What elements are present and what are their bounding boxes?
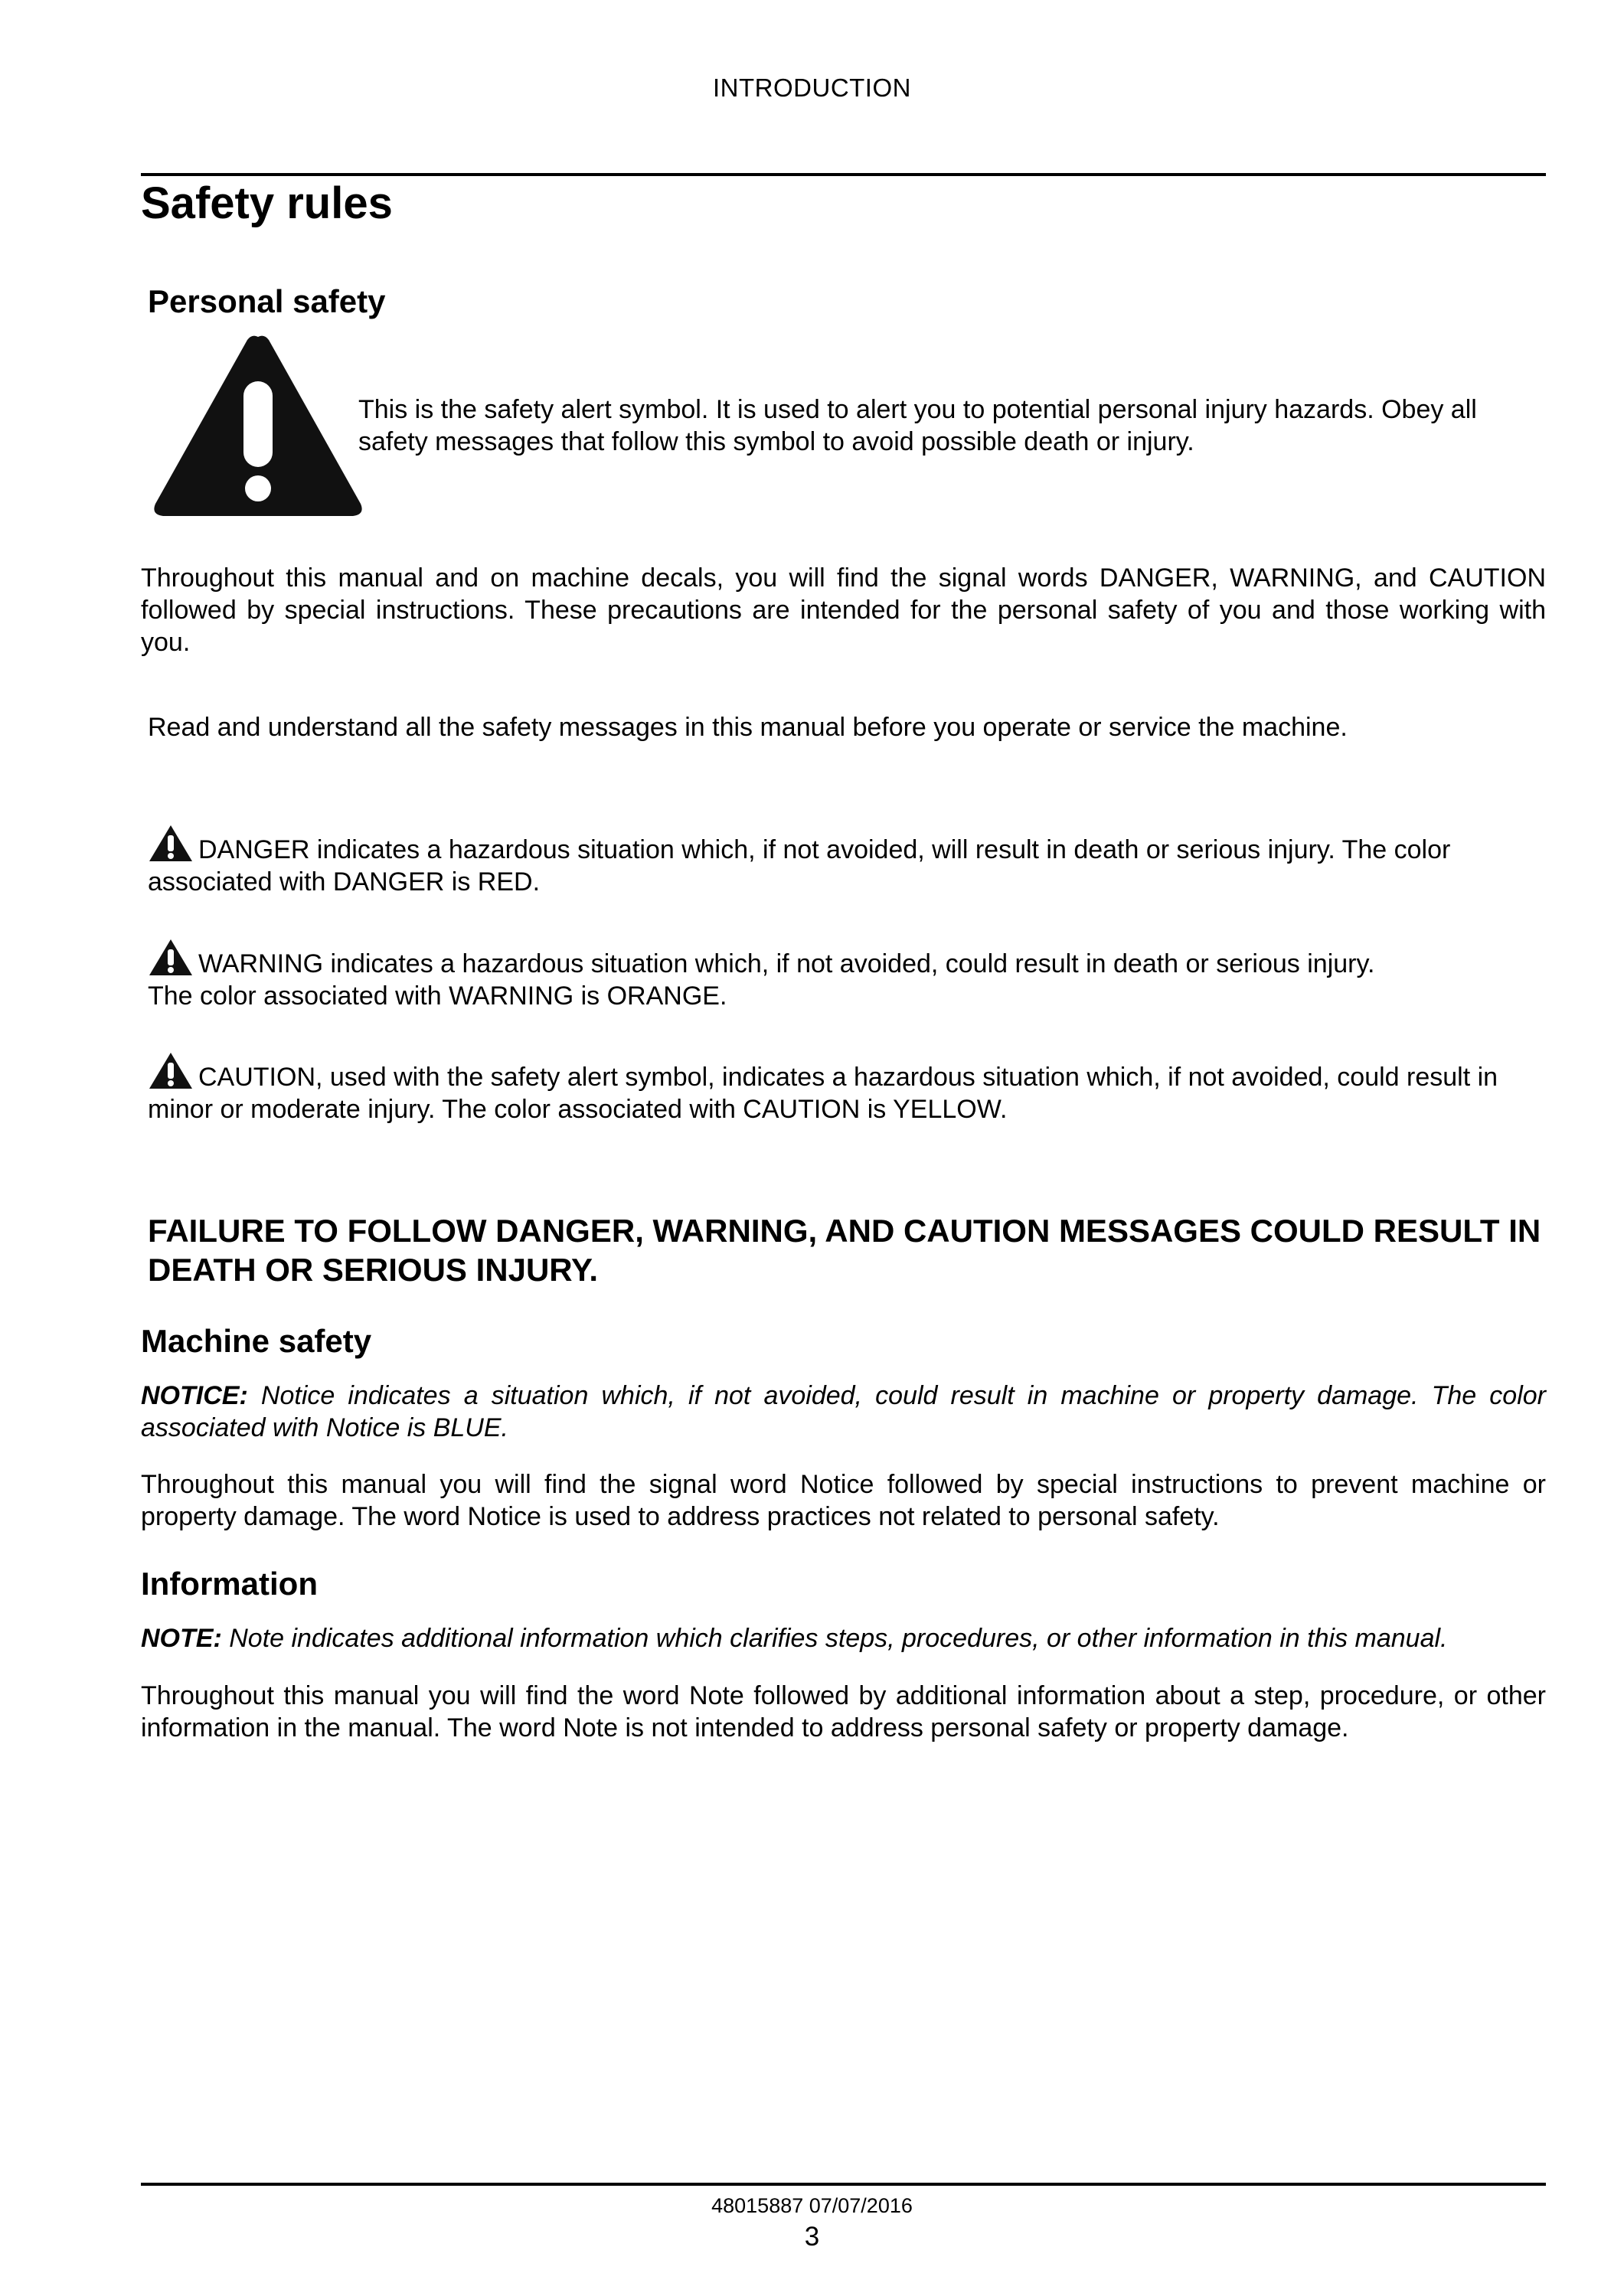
notice-text: Notice indicates a situation which, if not avoided, could result in machine or property damage. The color associated with Notice is BLUE. [141,1381,1546,1442]
information-heading: Information [141,1566,318,1602]
machine-safety-paragraph: Throughout this manual you will find the signal word Notice followed by special instructions to prevent machine or property damage. The word Notice is used to address practices not related to personal safety. [141,1470,1546,1531]
signal-words-paragraph: Throughout this manual and on machine decals, you will find the signal words DANGER, WARNING, and CAUTION followed by special instructions. These precautions are intended for the personal safety of you and those working with you. [141,563,1546,657]
read-understand-paragraph: Read and understand all the safety messages in this manual before you operate or service the machine. [148,713,1348,742]
warning-triangle-icon [148,1050,194,1090]
warning-text-line2: The color associated with WARNING is ORANGE. [148,981,727,1011]
warning-triangle-icon [148,823,194,863]
footer-rule [141,2183,1546,2186]
warning-text-line1: WARNING indicates a hazardous situation which, if not avoided, could result in death or serious injury. [198,949,1375,978]
safety-alert-icon [149,329,368,522]
information-paragraph: Throughout this manual you will find the word Note followed by additional information about a step, procedure, or other information in the manual. The word Note is not intended to address personal safety or property damage. [141,1681,1546,1742]
alert-symbol-text: This is the safety alert symbol. It is used to alert you to potential personal injury hazards. Obey all safety messages that follow this symbol to avoid possible death or injury. [358,395,1477,456]
header-rule [141,173,1546,176]
warning-triangle-icon [148,937,194,977]
machine-safety-heading: Machine safety [141,1323,372,1359]
caution-text: CAUTION, used with the safety alert symbol, indicates a hazardous situation which, if not avoided, could result in minor or moderate injury. The color associated with CAUTION is YELLOW. [148,1063,1498,1124]
running-head: INTRODUCTION [713,73,911,102]
note-paragraph [141,1622,1546,1654]
caution-paragraph [148,1050,1545,1125]
notice-paragraph [141,1380,1546,1444]
page-title: Safety rules [141,178,393,228]
page-number: 3 [804,2222,820,2252]
danger-paragraph [148,823,1545,898]
warning-paragraph [148,937,1545,1012]
danger-text: DANGER indicates a hazardous situation which, if not avoided, will result in death or serious injury. The color associated with DANGER is RED. [148,835,1451,897]
failure-warning-statement: FAILURE TO FOLLOW DANGER, WARNING, AND CAUTION MESSAGES COULD RESULT IN DEATH OR SERIOUS INJURY. [148,1213,1541,1288]
note-text: Note indicates additional information which clarifies steps, procedures, or other information in this manual. [229,1624,1448,1653]
notice-label: NOTICE: [141,1381,248,1410]
personal-safety-heading: Personal safety [148,283,386,319]
document-code: 48015887 07/07/2016 [711,2194,913,2217]
note-label: NOTE: [141,1624,222,1653]
